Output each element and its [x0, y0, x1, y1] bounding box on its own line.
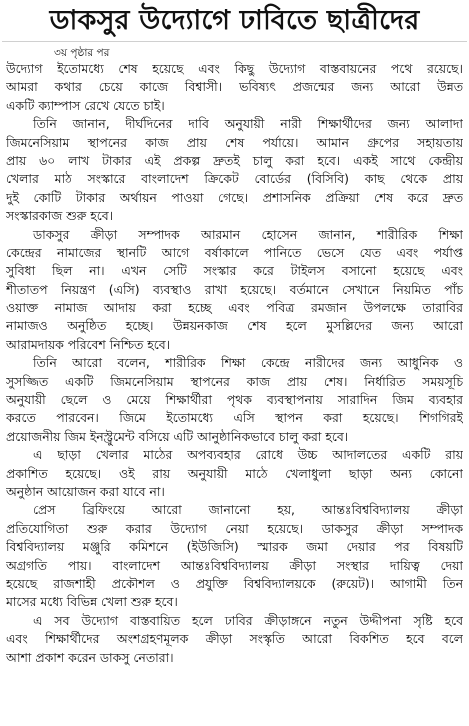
article-line: এবং শিক্ষার্থীদের অংশগ্রহণমূলক ক্রীড়া সংস্কৃতি আরো বিকশিত হবে বলে	[6, 631, 463, 647]
headline: ডাকসুর উদ্যোগে ঢাবিতে ছাত্রীদের	[49, 5, 420, 36]
article-line: তিনি আরো বলেন, শারীরিক শিক্ষা কেন্দ্রে নারীদের জন্য আধুনিক ও	[33, 355, 463, 371]
article-line: নামাজও অনুষ্ঠিত হচ্ছে। উন্নয়নকাজ শেষ হলে মুসল্লিদের জন্য আরো	[6, 318, 463, 334]
continued-from-label: ৩য় পৃষ্ঠার পর	[54, 47, 110, 59]
article-line: প্রতিযোগিতা শুরু করার উদ্যোগ নেয়া হয়েছে। ডাকসুর ক্রীড়া সম্পাদক	[6, 520, 463, 536]
article-line: সুসজ্জিত একটি জিমনেসিয়াম স্থাপনের কাজ প্রায় শেষ। নির্ধারিত সময়সূচি	[6, 373, 463, 389]
article-line: আরামদায়ক পরিবেশ নিশ্চিত হবে।	[6, 336, 171, 352]
article-line: আমরা কথার চেয়ে কাজে বিশ্বাসী। ভবিষ্যৎ প্রজন্মের জন্য আরো উন্নত	[6, 79, 463, 95]
article-line: কেন্দ্রের নামাজের স্থানটি আগে বর্ষাকালে পানিতে ভেসে যেত এবং পর্যাপ্ত	[6, 244, 463, 260]
article-line: আশা প্রকাশ করেন ডাকসু নেতারা।	[6, 649, 174, 665]
article-line: অগ্রগতি পায়। বাংলাদেশ আন্তঃবিশ্ববিদ্যালয় ক্রীড়া সংস্থার দায়িত্ব দেয়া	[6, 557, 463, 573]
headline-divider	[2, 41, 467, 42]
article-line: অনুযায়ী ছেলে ও মেয়ে শিক্ষার্থীরা পৃথক ব্যবস্থাপনায় সারাদিন জিম ব্যবহার	[6, 392, 463, 408]
article-line: ডাকসুর ক্রীড়া সম্পাদক আরমান হোসেন জানান, শারীরিক শিক্ষা	[33, 226, 463, 242]
article-line: ওয়াক্ত নামাজ আদায় করা হচ্ছে এবং পবিত্র রমজান উপলক্ষে তারাবির	[6, 300, 463, 316]
article-line: সংস্কারকাজ শুরু হবে।	[6, 208, 114, 224]
article-line: দুই কোটি টাকার অর্থায়ন পাওয়া গেছে। প্রশাসনিক প্রক্রিয়া শেষ করে দ্রুত	[6, 189, 463, 205]
article-line: হয়েছে রাজশাহী প্রকৌশল ও প্রযুক্তি বিশ্ববিদ্যালয়কে (রুয়েট)। আগামী তিন	[6, 575, 463, 591]
article-line: সুবিধা ছিল না। এখন সেটি সংস্কার করে টাইলস বসানো হয়েছে এবং	[6, 263, 463, 279]
article-line: উদ্যোগ ইতোমধ্যে শেষ হয়েছে এবং কিছু উদ্যোগ বাস্তবায়নের পথে রয়েছে।	[6, 61, 463, 76]
article-line: এ ছাড়া খেলার মাঠের অপব্যবহার রোধে উচ্চ আদালতের একটি রায়	[33, 447, 463, 463]
article-body	[6, 60, 463, 724]
article-line: তিনি জানান, দীর্ঘদিনের দাবি অনুযায়ী নারী শিক্ষার্থীদের জন্য আলাদা	[33, 116, 463, 132]
article-line: এ সব উদ্যোগ বাস্তবায়িত হলে ঢাবির ক্রীড়াঙ্গনে নতুন উদ্দীপনা সৃষ্টি হবে	[33, 612, 463, 628]
article-line: একটি ক্যাম্পাস রেখে যেতে চাই।	[6, 97, 165, 113]
article-line: মাসের মধ্যে বিভিন্ন খেলা শুরু হবে।	[6, 594, 178, 610]
article-line: খেলার মাঠ সংস্কারে বাংলাদেশ ক্রিকেট বোর্ডের (বিসিবি) কাছ থেকে প্রায়	[6, 171, 463, 187]
article-line: প্রেস ব্রিফিংয়ে আরো জানানো হয়, আন্তঃবিশ্ববিদ্যালয় ক্রীড়া	[33, 502, 463, 518]
article-line: বিশ্ববিদ্যালয় মঞ্জুরি কমিশনে (ইউজিসি) স্মারক জমা দেয়ার পর বিষয়টি	[6, 539, 463, 555]
article-line: শীতাতপ নিয়ন্ত্রণ (এসি) ব্যবস্থাও রাখা হয়েছে। বর্তমানে সেখানে নিয়মিত পাঁচ	[6, 281, 463, 297]
article-line: প্রায় ৬০ লাখ টাকার এই প্রকল্প দ্রুতই চালু করা হবে। একই সাথে কেন্দ্রীয়	[6, 152, 463, 168]
article-line: করতে পারবেন। জিমে ইতোমধ্যে এসি স্থাপন করা হয়েছে। শিগগিরই	[6, 410, 463, 426]
article-line: প্রয়োজনীয় জিম ইনস্ট্রুমেন্ট বসিয়ে এটি আনুষ্ঠানিকভাবে চালু করা হবে।	[6, 428, 349, 444]
article-line: প্রকাশিত হয়েছে। ওই রায় অনুযায়ী মাঠে খেলাধুলা ছাড়া অন্য কোনো	[6, 465, 463, 481]
article-line: অনুষ্ঠান আয়োজন করা যাবে না।	[6, 483, 165, 499]
article-line: জিমনেসিয়াম স্থাপনের কাজ প্রায় শেষ পর্যায়ে। আমান গ্রুপের সহায়তায়	[6, 134, 463, 150]
